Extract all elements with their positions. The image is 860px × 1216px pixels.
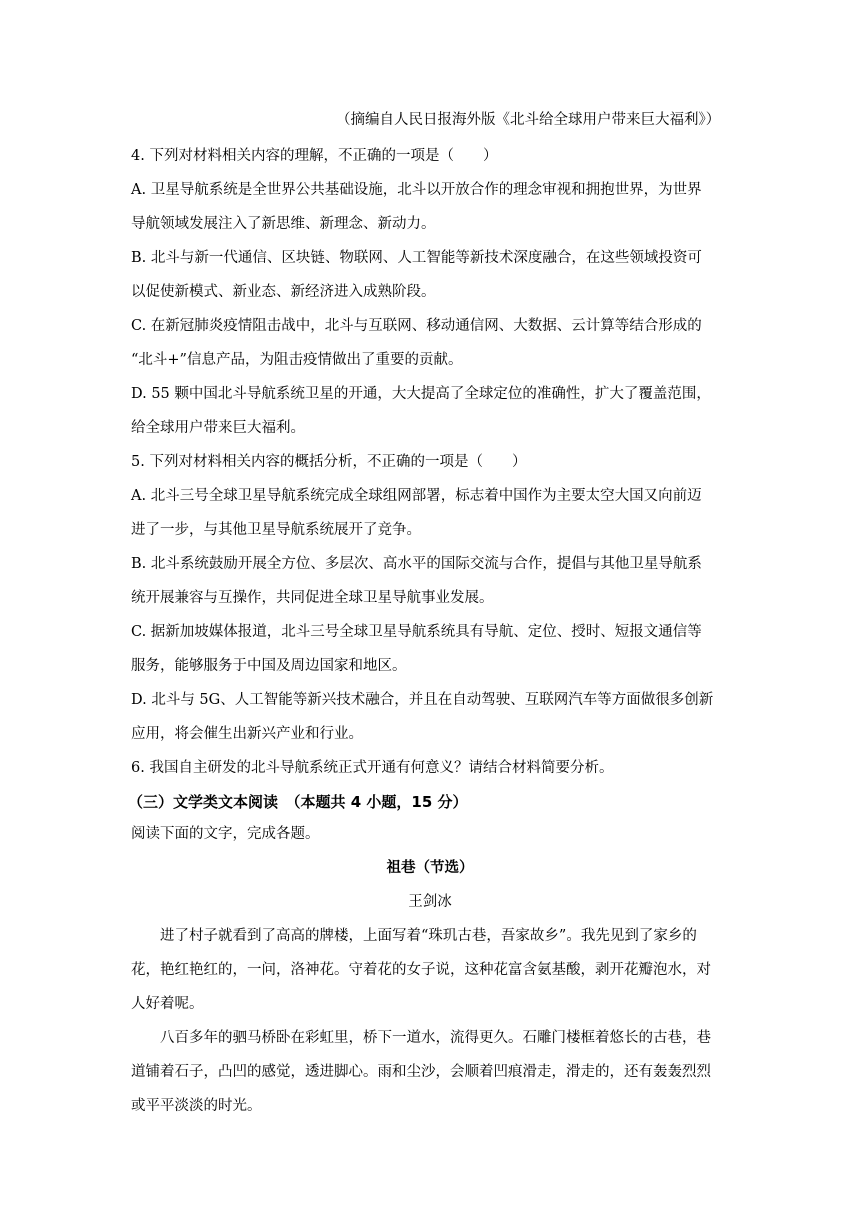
passage-paragraph-2-line-2: 道铺着石子，凸凹的感觉，透进脚心。雨和尘沙，会顺着凹痕滑走，滑走的，还有轰轰烈烈: [131, 1064, 711, 1080]
question-4-option-c-cont: “北斗+”信息产品，为阻击疫情做出了重要的贡献。: [131, 352, 463, 368]
question-5-option-d: D. 北斗与 5G、人工智能等新兴技术融合，并且在自动驾驶、互联网汽车等方面做很多创新: [131, 692, 714, 708]
passage-paragraph-2-line-3: 或平平淡淡的时光。: [131, 1098, 262, 1114]
source-citation: （摘编自人民日报海外版《北斗给全球用户带来巨大福利》）: [336, 112, 721, 128]
question-6-stem: 6. 我国自主研发的北斗导航系统正式开通有何意义？请结合材料简要分析。: [131, 760, 614, 776]
passage-title: 祖巷（节选）: [386, 859, 474, 876]
passage-paragraph-1-line-2: 花，艳红艳红的，一问，洛神花。守着花的女子说，这种花富含氨基酸，剥开花瓣泡水，对: [131, 962, 711, 978]
section-instruction: 阅读下面的文字，完成各题。: [131, 826, 320, 842]
question-5-option-b: B. 北斗系统鼓励开展全方位、多层次、高水平的国际交流与合作，提倡与其他卫星导航系: [131, 556, 702, 572]
question-4-option-b-cont: 以促使新模式、新业态、新经济进入成熟阶段。: [131, 284, 436, 300]
passage-author: 王剑冰: [408, 894, 452, 910]
question-5-option-d-cont: 应用，将会催生出新兴产业和行业。: [131, 726, 363, 742]
question-5-option-c: C. 据新加坡媒体报道，北斗三号全球卫星导航系统具有导航、定位、授时、短报文通信等: [131, 624, 702, 640]
question-4-option-a-cont: 导航领域发展注入了新思维、新理念、新动力。: [131, 216, 436, 232]
passage-paragraph-2-line-1: 八百多年的驷马桥卧在彩虹里，桥下一道水，流得更久。石雕门楼框着悠长的古巷，巷: [160, 1030, 711, 1046]
question-4-option-a: A. 卫星导航系统是全世界公共基础设施，北斗以开放合作的理念审视和拥抱世界，为世界: [131, 182, 702, 198]
question-5-stem: 5. 下列对材料相关内容的概括分析，不正确的一项是（ ）: [131, 454, 527, 470]
passage-paragraph-1-line-3: 人好着呢。: [131, 996, 204, 1012]
question-4-option-b: B. 北斗与新一代通信、区块链、物联网、人工智能等新技术深度融合，在这些领域投资可: [131, 250, 702, 266]
question-5-option-a-cont: 进了一步，与其他卫星导航系统展开了竞争。: [131, 522, 421, 538]
passage-paragraph-1-line-1: 进了村子就看到了高高的牌楼，上面写着“珠玑古巷，吾家故乡”。我先见到了家乡的: [160, 928, 697, 944]
question-5-option-a: A. 北斗三号全球卫星导航系统完成全球组网部署，标志着中国作为主要太空大国又向前迈: [131, 488, 702, 504]
question-5-option-b-cont: 统开展兼容与互操作，共同促进全球卫星导航事业发展。: [131, 590, 494, 606]
question-4-option-d: D. 55 颗中国北斗导航系统卫星的开通，大大提高了全球定位的准确性，扩大了覆盖范围，: [131, 386, 711, 402]
question-5-option-c-cont: 服务，能够服务于中国及周边国家和地区。: [131, 658, 407, 674]
question-4-option-d-cont: 给全球用户带来巨大福利。: [131, 420, 305, 436]
question-4-option-c: C. 在新冠肺炎疫情阻击战中，北斗与互联网、移动通信网、大数据、云计算等结合形成的: [131, 318, 702, 334]
question-4-stem: 4. 下列对材料相关内容的理解，不正确的一项是（ ）: [131, 148, 498, 164]
section-heading: （三）文学类文本阅读 （本题共 4 小题，15 分）: [128, 793, 468, 811]
